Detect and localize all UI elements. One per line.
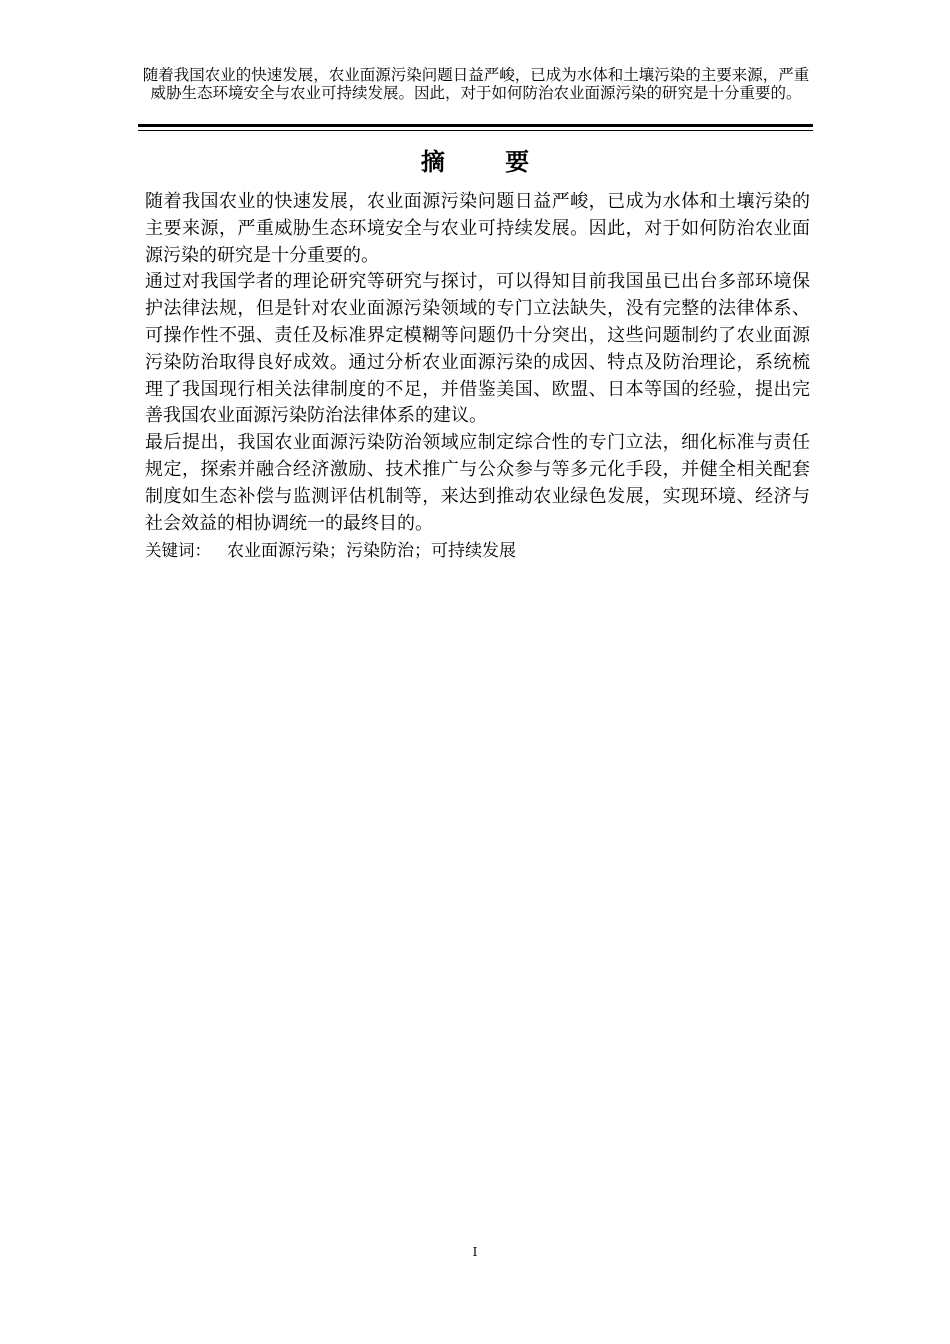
header-divider-thin	[138, 130, 813, 131]
abstract-paragraph-3: 最后提出，我国农业面源污染防治领域应制定综合性的专门立法，细化标准与责任规定，探索并融合经济激励、技术推广与公众参与等多元化手段，并健全相关配套制度如生态补偿与监测评估机制等，来达到推动农业绿色发展，实现环境、经济与社会效益的相协调统一的最终目的。	[145, 432, 810, 534]
keywords-label: 关键词：	[145, 541, 211, 560]
abstract-paragraph-1: 随着我国农业的快速发展，农业面源污染问题日益严峻，已成为水体和土壤污染的主要来源，严重威胁生态环境安全与农业可持续发展。因此，对于如何防治农业面源污染的研究是十分重要的。	[145, 191, 810, 266]
header-divider-thick	[138, 124, 813, 127]
keywords-value: 农业面源污染；污染防治；可持续发展	[227, 541, 516, 561]
abstract-title: 摘 要	[420, 148, 556, 176]
keywords-line	[145, 539, 810, 563]
page-number: I	[472, 1245, 478, 1259]
running-header: 随着我国农业的快速发展，农业面源污染问题日益严峻，已成为水体和土壤污染的主要来源，严重威胁生态环境安全与农业可持续发展。因此，对于如何防治农业面源污染的研究是十分重要的。	[142, 66, 810, 102]
header-divider	[138, 124, 813, 132]
abstract-paragraph-2: 通过对我国学者的理论研究等研究与探讨，可以得知目前我国虽已出台多部环境保护法律法规，但是针对农业面源污染领域的专门立法缺失，没有完整的法律体系、可操作性不强、责任及标准界定模糊等问题仍十分突出，这些问题制约了农业面源污染防治取得良好成效。通过分析农业面源污染的成因、特点及防治理论，系统梳理了我国现行相关法律制度的不足，并借鉴美国、欧盟、日本等国的经验，提出完善我国农业面源污染防治法律体系的建议。	[145, 271, 810, 427]
abstract-body	[145, 189, 810, 537]
